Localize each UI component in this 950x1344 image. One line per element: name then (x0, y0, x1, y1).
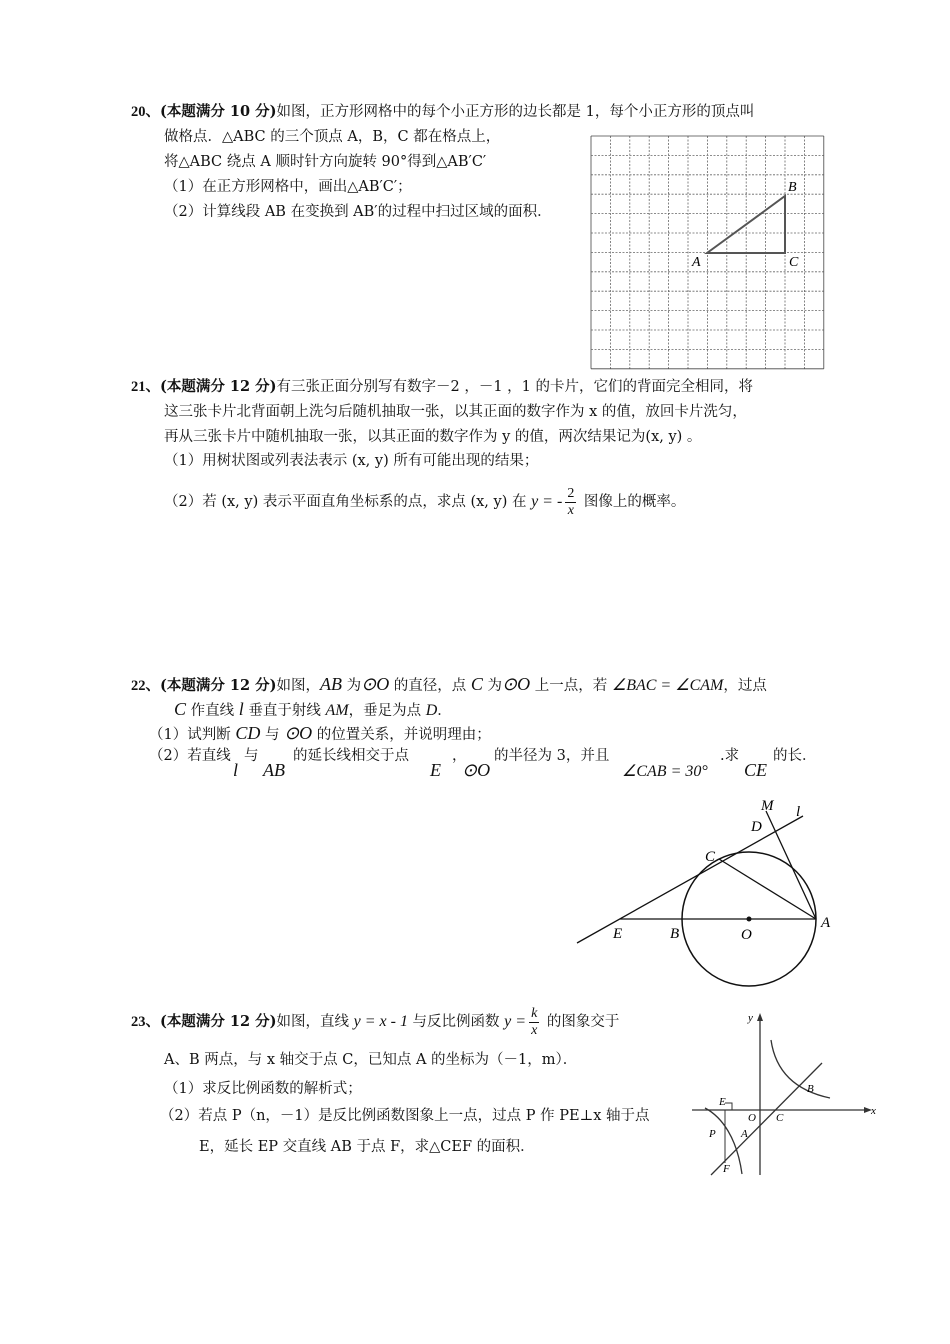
q22-part2-angle: ∠CAB = 30° (622, 763, 708, 780)
q22-part2-line-l: l (233, 760, 239, 780)
q23-y-axis-arrow (757, 1013, 763, 1021)
q22-part2-text-f: 的长． (773, 748, 817, 764)
q20-text-line2: 做格点．△ABC 的三个顶点 A，B，C 都在格点上， (164, 129, 501, 145)
q23-part2: （2）若点 P（n，－1）是反比例函数图象上一点，过点 P 作 PE⊥x 轴于点 (160, 1108, 650, 1124)
q20-part2: （2）计算线段 AB 在变换到 AB′的过程中扫过区域的面积． (164, 204, 552, 220)
q23-label-b: B (807, 1083, 814, 1095)
q23-right-angle-mark (725, 1103, 732, 1110)
q22-text-e: 上一点，若 (530, 678, 612, 694)
q22-point-c: C (470, 674, 483, 694)
q22-line2-point-c: C (174, 699, 187, 719)
q20-score: (本题满分 10 分) (160, 103, 277, 120)
q22-angle-equation: ∠BAC = ∠CAM (611, 677, 724, 694)
q22-label-a: A (821, 915, 831, 931)
q21-fraction-denominator: x (567, 502, 574, 518)
q23-hyperbola-branch-1 (771, 1040, 830, 1098)
q22-part2-segment-ce: CE (744, 760, 768, 780)
q22-segment-ab: AB (320, 674, 342, 694)
q22-line2-text-d: ． (437, 703, 452, 719)
q23-part3: E，延长 EP 交直线 AB 于点 F，求△CEF 的面积． (199, 1139, 535, 1155)
q23-fraction-numerator: k (531, 1005, 538, 1021)
q22-part1-text-c: 的位置关系，并说明理由； (312, 727, 491, 743)
q22-part2-text-b: 与 (244, 748, 259, 764)
q22-circle-o: ⊙O (361, 674, 390, 694)
q23-text-line2: A、B 两点，与 x 轴交于点 C，已知点 A 的坐标为（－1，m）． (164, 1052, 578, 1068)
q22-text-d: 为 (482, 678, 503, 694)
q21-score: (本题满分 12 分) (160, 378, 277, 395)
q23-label-a: A (741, 1128, 748, 1140)
q21-part1: （1）用树状图或列表法表示 (x, y) 所有可能出现的结果； (164, 453, 539, 469)
q22-text-f: ，过点 (723, 678, 767, 694)
q23-label-f: F (723, 1163, 730, 1175)
q21-part2-text-b: 图像上的概率。 (579, 494, 686, 510)
q22-number: 22、 (131, 678, 160, 694)
q23-inverse-y: y = (504, 1013, 527, 1030)
q22-line-l: l (238, 699, 244, 719)
q23-text-c: 的图象交于 (542, 1014, 620, 1030)
q23-label-x: x (871, 1105, 876, 1117)
q21-part2-text-a: （2）若 (x, y) 表示平面直角坐标系的点，求点 (x, y) 在 (164, 494, 532, 510)
q23-label-y: y (748, 1012, 753, 1024)
q20-label-c: C (789, 255, 799, 270)
q22-label-c: C (705, 849, 716, 865)
q22-line2-text-c: ，垂足为点 (348, 703, 426, 719)
q22-part2-segment-ab: AB (263, 760, 285, 780)
q22-part1-cd: CD (235, 723, 261, 743)
q22-part2-text-d: 的半径为 3，并且 (494, 748, 610, 764)
q20-number: 20、 (131, 104, 160, 120)
q23-number: 23、 (131, 1014, 160, 1030)
q23-fraction-denominator: x (531, 1022, 538, 1038)
q23-label-o: O (748, 1112, 756, 1124)
q22-part1-text-b: 与 (260, 727, 285, 743)
q23-text-a: 如图，直线 (276, 1014, 354, 1030)
q21-number: 21、 (131, 379, 160, 395)
q20-text-line3: 将△ABC 绕点 A 顺时针方向旋转 90°得到△AB′C′ (164, 154, 487, 170)
q22-line2-text-a: 作直线 (186, 703, 239, 719)
q22-label-e: E (613, 926, 623, 942)
q20-label-a: A (692, 255, 701, 270)
q23-line-equation: y = x - 1 (353, 1013, 408, 1030)
q23-score: (本题满分 12 分) (160, 1013, 277, 1030)
q23-line-ab (711, 1063, 822, 1175)
q20-text-line1: 如图，正方形网格中的每个小正方形的边长都是 1，每个小正方形的顶点叫 (276, 104, 755, 120)
q22-part2-comma: ， (452, 748, 467, 764)
q22-part1-circle: ⊙O (284, 723, 313, 743)
q22-part1-text-a: （1）试判断 (149, 727, 236, 743)
q21-text-line2: 这三张卡片北背面朝上洗匀后随机抽取一张，以其正面的数字作为 x 的值，放回卡片洗匀， (164, 404, 747, 420)
q22-part2-point-e: E (430, 760, 441, 780)
q20-part1: （1）在正方形网格中，画出△AB′C′； (164, 179, 412, 195)
q22-label-b: B (670, 926, 680, 942)
q22-part2-circle-o: ⊙O (462, 760, 491, 780)
q20-label-b: B (788, 180, 797, 195)
q23-label-p: P (709, 1128, 716, 1140)
q22-label-l: l (796, 804, 801, 820)
q23-text-b: 与反比例函数 (407, 1014, 505, 1030)
q21-text-line3: 再从三张卡片中随机抽取一张，以其正面的数字作为 y 的值，两次结果记为(x, y) 。 (164, 429, 702, 445)
q21-part2-equation: y = - (531, 493, 563, 510)
q22-text-b: 为 (342, 678, 362, 694)
q22-circle-o-2: ⊙O (502, 674, 531, 694)
q21-fraction-numerator: 2 (567, 485, 575, 501)
q22-point-d: D (425, 702, 438, 719)
q23-label-e: E (719, 1096, 726, 1108)
q23-label-c: C (776, 1112, 784, 1124)
q22-label-o: O (741, 927, 752, 943)
q22-score: (本题满分 12 分) (160, 677, 277, 694)
q22-part2-text-c: 的延长线相交于点 (293, 748, 409, 764)
q22-text-c: 的直径，点 (389, 678, 471, 694)
q22-text-a: 如图， (276, 678, 320, 694)
q21-text-line1: 有三张正面分别写有数字－2 ，－1 ，1 的卡片，它们的背面完全相同，将 (276, 379, 754, 395)
q22-label-d: D (751, 819, 762, 835)
q23-part1: （1）求反比例函数的解析式； (164, 1081, 362, 1097)
q22-ray-am: AM (325, 702, 349, 719)
q22-label-m: M (761, 798, 774, 814)
q22-part2-text-a: （2）若直线 (149, 748, 231, 764)
q22-part2-text-e: .求 (720, 748, 740, 764)
q22-line2-text-b: 垂直于射线 (243, 703, 326, 719)
